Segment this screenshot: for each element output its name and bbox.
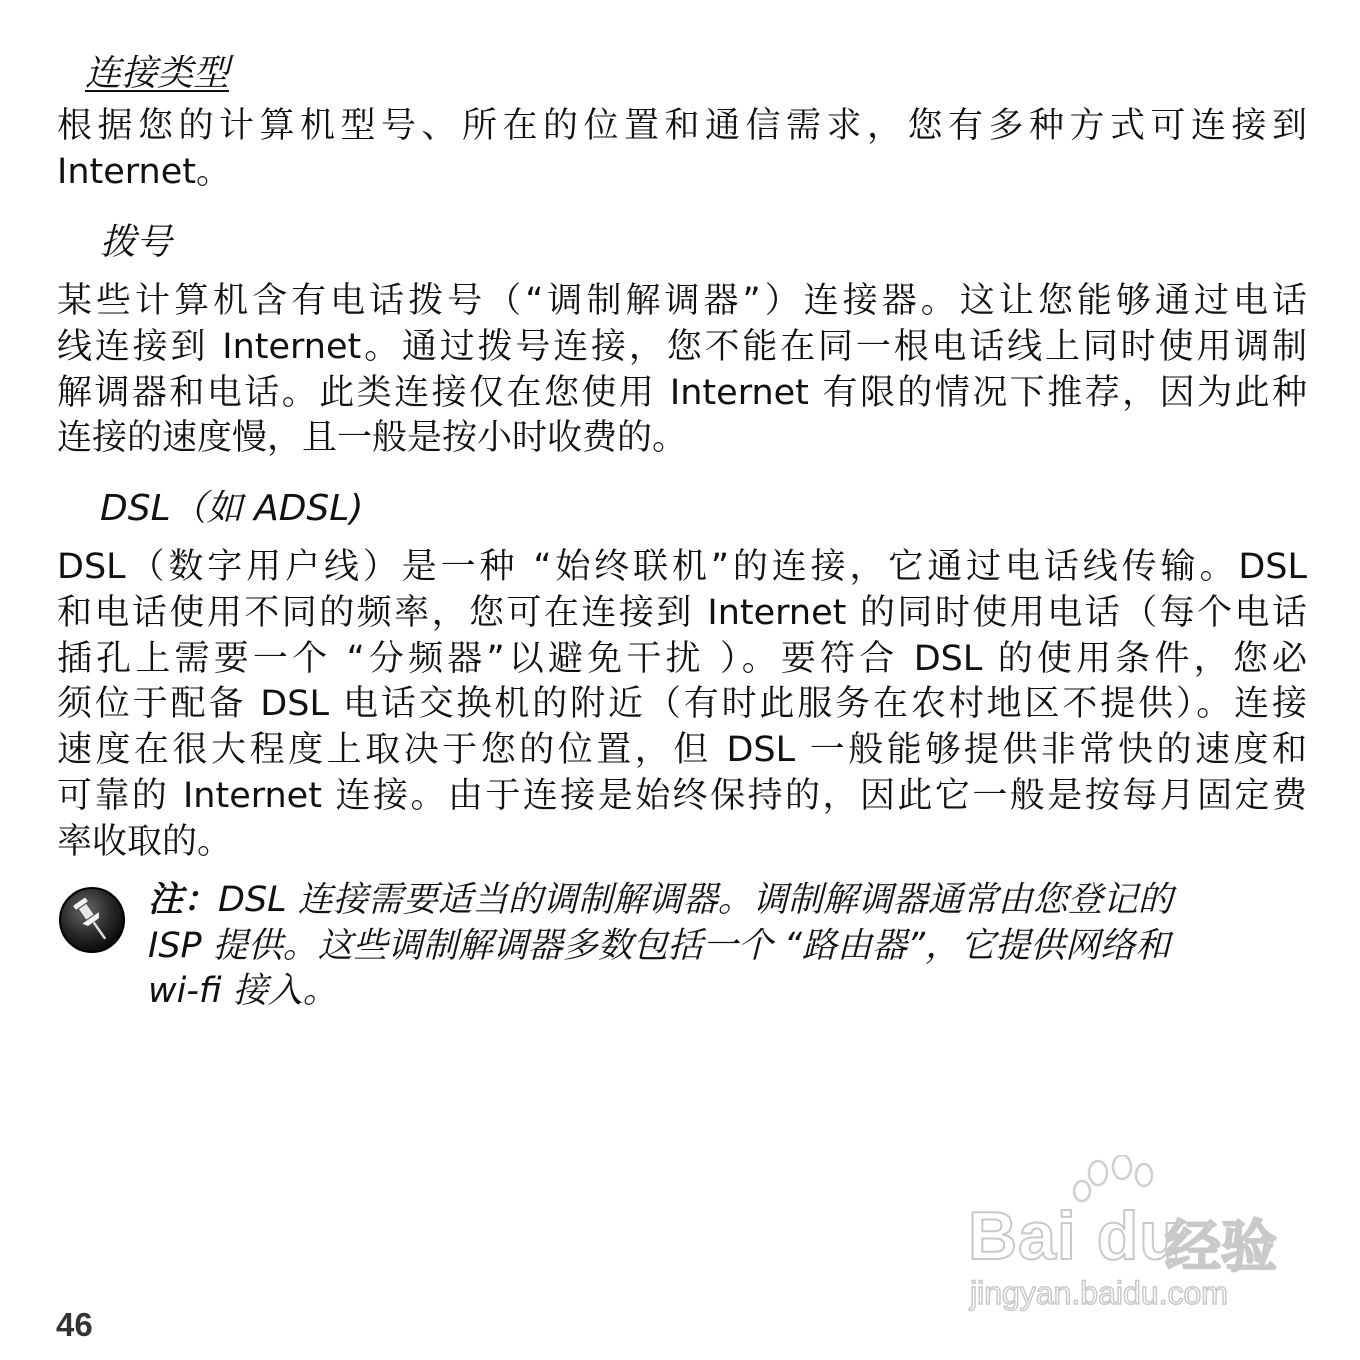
paragraph-line: 和电话使用不同的频率，您可在连接到 Internet 的同时使用电话（每个电话: [57, 592, 1307, 633]
paragraph-line: 连接的速度慢，且一般是按小时收费的。: [57, 418, 688, 459]
pushpin-icon: [57, 885, 127, 955]
watermark-brand-cn: 经验: [1165, 1215, 1277, 1280]
paragraph-line: 线连接到 Internet。通过拨号连接，您不能在同一根电话线上同时使用调制: [57, 326, 1307, 367]
paragraph-connection-types: [57, 104, 1307, 196]
note-text: DSL 连接需要适当的调制解调器。调制解调器通常由您登记的: [218, 880, 1173, 920]
paragraph-line: 插孔上需要一个 “分频器”以避免干扰 ）。要符合 DSL 的使用条件，您必: [57, 638, 1307, 679]
paragraph-line: 可靠的 Internet 连接。由于连接是始终保持的，因此它一般是按每月固定费: [57, 775, 1307, 816]
paragraph-line: 根据您的计算机型号、所在的位置和通信需求，您有多种方式可连接到: [57, 106, 1307, 146]
note-label: 注：: [148, 880, 219, 920]
paragraph-line: DSL（数字用户线）是一种 “始终联机”的连接，它通过电话线传输。DSL: [57, 547, 1307, 587]
note-line: ISP 提供。这些调制解调器多数包括一个 “路由器”，它提供网络和: [148, 925, 1171, 966]
paragraph-line: 须位于配备 DSL 电话交换机的附近（有时此服务在农村地区不提供）。连接: [57, 684, 1307, 725]
paragraph-line: Internet。: [57, 151, 231, 192]
baidu-watermark: [960, 1155, 1290, 1315]
note-line: [148, 878, 1288, 924]
note-block: [148, 878, 1288, 1015]
paragraph-dsl: [57, 545, 1307, 866]
paragraph-line: 某些计算机含有电话拨号（“调制解调器”）连接器。这让您能够通过电话: [57, 281, 1307, 321]
note-line: wi-fi 接入。: [148, 971, 338, 1011]
section-heading-dsl: DSL（如 ADSL): [100, 488, 364, 529]
section-heading-dialup: 拨号: [100, 222, 173, 263]
section-heading-connection-types: 连接类型: [85, 53, 230, 94]
page-number: 46: [56, 1306, 93, 1343]
watermark-url: jingyan.baidu.com: [970, 1275, 1228, 1311]
paragraph-line: 率收取的。: [57, 821, 233, 862]
paragraph-line: 解调器和电话。此类连接仅在您使用 Internet 有限的情况下推荐，因为此种: [57, 372, 1307, 413]
watermark-brand: Bai du: [968, 1198, 1182, 1274]
paragraph-dialup: [57, 279, 1307, 462]
paragraph-line: 速度在很大程度上取决于您的位置，但 DSL 一般能够提供非常快的速度和: [57, 730, 1307, 771]
